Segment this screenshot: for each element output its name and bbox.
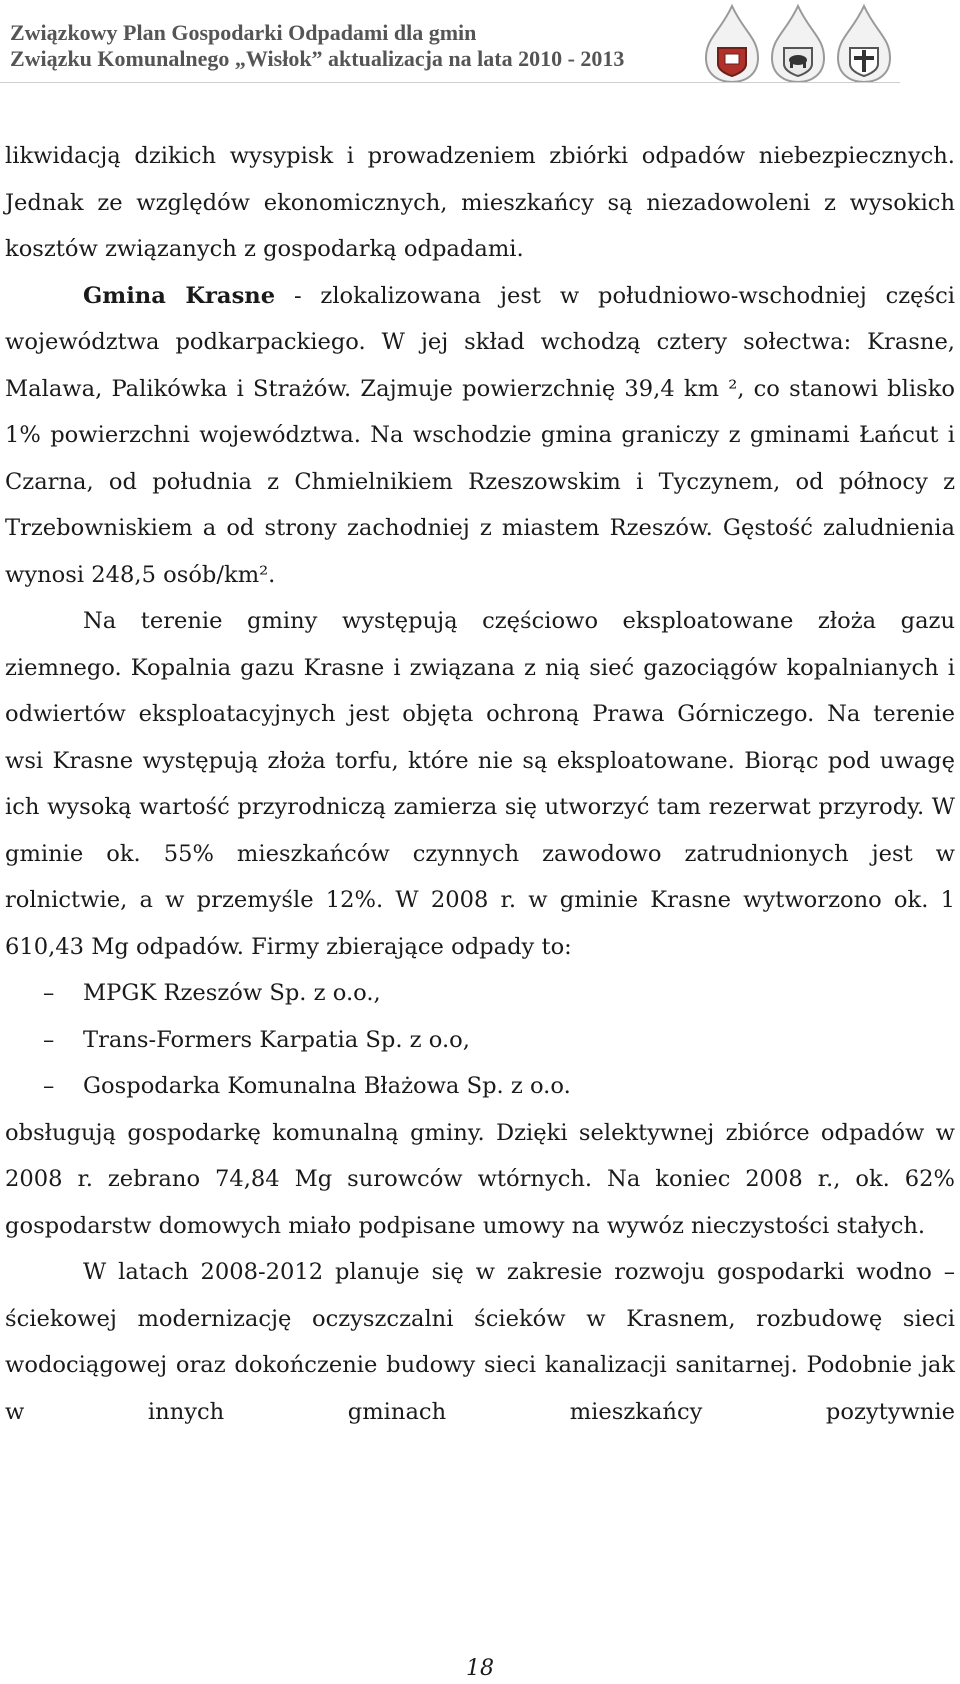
municipal-crests-logo: [698, 2, 898, 84]
paragraph-1: likwidacją dzikich wysypisk i prowadzeniem zbiórki odpadów niebezpiecznych. Jednak ze względów ekonomicznych, mieszkańcy są niezadowoleni z wysokich kosztów związanych z gospodarką odpadami.: [5, 143, 955, 262]
paragraph-5: W latach 2008-2012 planuje się w zakresie rozwoju gospodarki wodno – ściekowej modernizację oczyszczalni ścieków w Krasnem, rozbudowę sieci wodociągowej oraz dokończenie budowy sieci kanalizacji sanitarnej. Podobnie jak w innych gminach mieszkańcy pozytywnie: [5, 1259, 955, 1425]
list-item: [5, 1017, 955, 1064]
list-dash: –: [43, 980, 55, 1006]
firm-name: MPGK Rzeszów Sp. z o.o.,: [83, 980, 381, 1006]
list-dash: –: [43, 1073, 55, 1099]
paragraph-4: obsługują gospodarkę komunalną gminy. Dzięki selektywnej zbiórce odpadów w 2008 r. zebrano 74,84 Mg surowców wtórnych. Na koniec 2008 r., ok. 62% gospodarstw domowych miało podpisane umowy na wywóz nieczystości stałych.: [5, 1119, 955, 1239]
crest-left-icon: [706, 6, 758, 82]
header-line-2: Związku Komunalnego „Wisłok” aktualizacja na lata 2010 - 2013: [10, 46, 625, 71]
header-line-1: Związkowy Plan Gospodarki Odpadami dla gmin: [10, 20, 477, 45]
list-dash: –: [43, 1026, 55, 1053]
firm-name: Gospodarka Komunalna Błażowa Sp. z o.o.: [83, 1073, 571, 1099]
gmina-krasne-text: - zlokalizowana jest w południowo-wschodniej części województwa podkarpackiego. W jej skład wchodzą cztery sołectwa: Krasne, Malawa, Palikówka i Strażów. Zajmuje powierzchnię 39,4 km ², co stanowi blisko 1% powierzchni województwa. Na wschodzie gmina graniczy z gminami Łańcut i Czarna, od południa z Chmielnikiem Rzeszowskim i Tyczynem, od północy z Trzebowniskiem a od strony zachodniej z miastem Rzeszów. Gęstość zaludnienia wynosi 248,5 osób/km².: [5, 282, 956, 588]
document-body: [5, 133, 955, 1435]
firms-list: [5, 970, 955, 1110]
page-number: 18: [466, 1656, 494, 1681]
paragraph-3: Na terenie gminy występują częściowo eksploatowane złoża gazu ziemnego. Kopalnia gazu Krasne i związana z nią sieć gazociągów kopalnianych i odwiertów eksploatacyjnych jest objęta ochroną Prawa Górniczego. Na terenie wsi Krasne występują złoża torfu, które nie są eksploatowane. Biorąc pod uwagę ich wysoką wartość przyrodniczą zamierza się utworzyć tam rezerwat przyrody. W gminie ok. 55% mieszkańców czynnych zawodowo zatrudnionych jest w rolnictwie, a w przemyśle 12%. W 2008 r. w gminie Krasne wytworzono ok. 1 610,43 Mg odpadów. Firmy zbierające odpady to:: [5, 608, 955, 960]
list-item: [5, 1063, 955, 1110]
firm-name: Trans-Formers Karpatia Sp. z o.o,: [83, 1026, 470, 1053]
page-header: [0, 0, 960, 90]
crest-middle-icon: [772, 6, 824, 82]
gmina-krasne-label: Gmina Krasne: [83, 282, 276, 309]
list-item: [5, 970, 955, 1017]
crest-right-icon: [838, 6, 890, 82]
header-divider: [0, 82, 900, 83]
paragraph-gmina-krasne: [5, 273, 955, 599]
header-title: [10, 20, 624, 72]
